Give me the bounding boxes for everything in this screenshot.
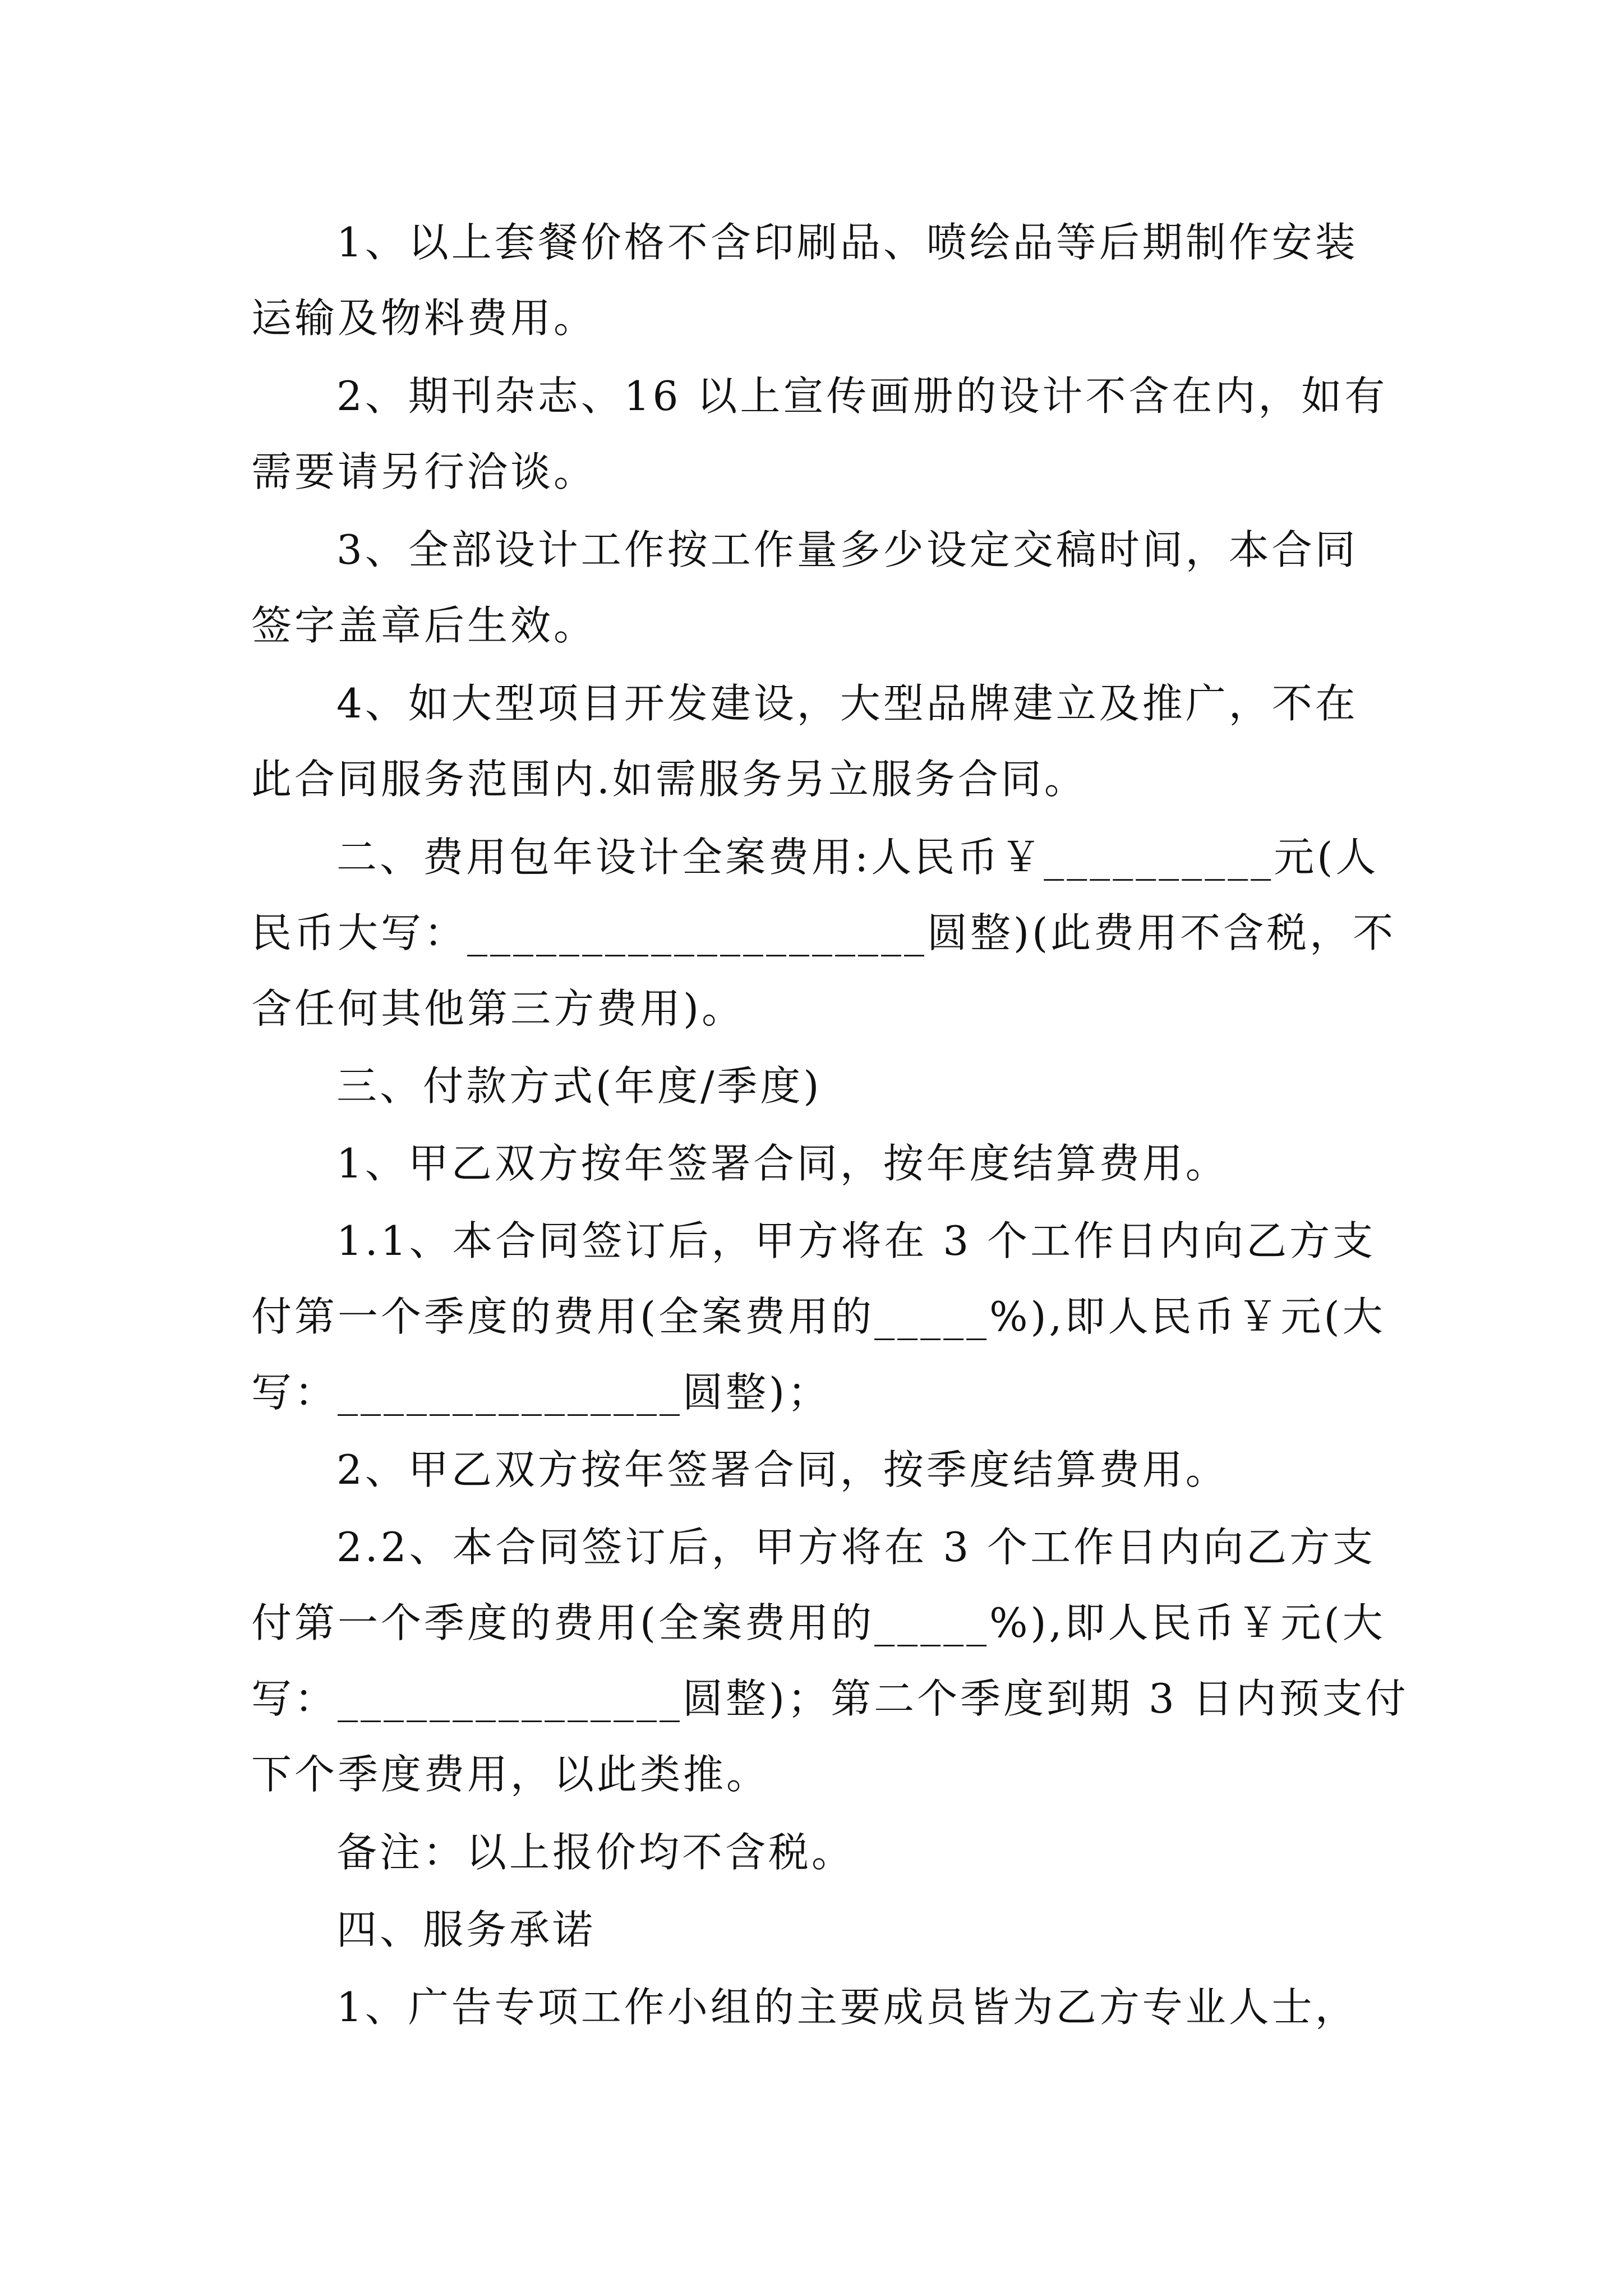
line-23: 四、服务承诺 bbox=[336, 1906, 596, 1953]
line-24: 1、广告专项工作小组的主要成员皆为乙方专业人士， bbox=[336, 1984, 1358, 2031]
line-20: 写：_______________圆整)；第二个季度到期 3 日内预支付 bbox=[251, 1675, 1409, 1722]
line-7: 4、如大型项目开发建设，大型品牌建立及推广，不在 bbox=[336, 680, 1358, 727]
line-9: 二、费用包年设计全案费用:人民币￥__________元(人 bbox=[336, 834, 1379, 881]
line-8: 此合同服务范围内.如需服务另立服务合同。 bbox=[251, 756, 1087, 803]
line-17: 2、甲乙双方按年签署合同，按季度结算费用。 bbox=[336, 1446, 1229, 1493]
line-6: 签字盖章后生效。 bbox=[251, 602, 597, 649]
line-12: 三、付款方式(年度/季度) bbox=[336, 1062, 822, 1110]
line-19: 付第一个季度的费用(全案费用的_____%),即人民币￥元(大 bbox=[251, 1599, 1386, 1646]
line-10: 民币大写：____________________圆整)(此费用不含税，不 bbox=[251, 909, 1396, 956]
line-22: 备注：以上报价均不含税。 bbox=[336, 1829, 855, 1876]
line-18: 2.2、本合同签订后，甲方将在 3 个工作日内向乙方支 bbox=[336, 1524, 1376, 1571]
line-3: 2、期刊杂志、16 以上宣传画册的设计不含在内，如有 bbox=[336, 372, 1388, 420]
line-5: 3、全部设计工作按工作量多少设定交稿时间，本合同 bbox=[336, 526, 1358, 573]
line-11: 含任何其他第三方费用)。 bbox=[251, 985, 745, 1032]
line-4: 需要请另行洽谈。 bbox=[251, 448, 597, 495]
line-13: 1、甲乙双方按年签署合同，按年度结算费用。 bbox=[336, 1140, 1229, 1187]
line-21: 下个季度费用，以此类推。 bbox=[251, 1751, 770, 1798]
line-16: 写：_______________圆整)； bbox=[251, 1369, 831, 1416]
line-2: 运输及物料费用。 bbox=[251, 295, 597, 342]
line-14: 1.1、本合同签订后，甲方将在 3 个工作日内向乙方支 bbox=[336, 1217, 1376, 1264]
line-1: 1、以上套餐价格不含印刷品、喷绘品等后期制作安装 bbox=[336, 219, 1358, 266]
line-15: 付第一个季度的费用(全案费用的_____%),即人民币￥元(大 bbox=[251, 1293, 1386, 1340]
